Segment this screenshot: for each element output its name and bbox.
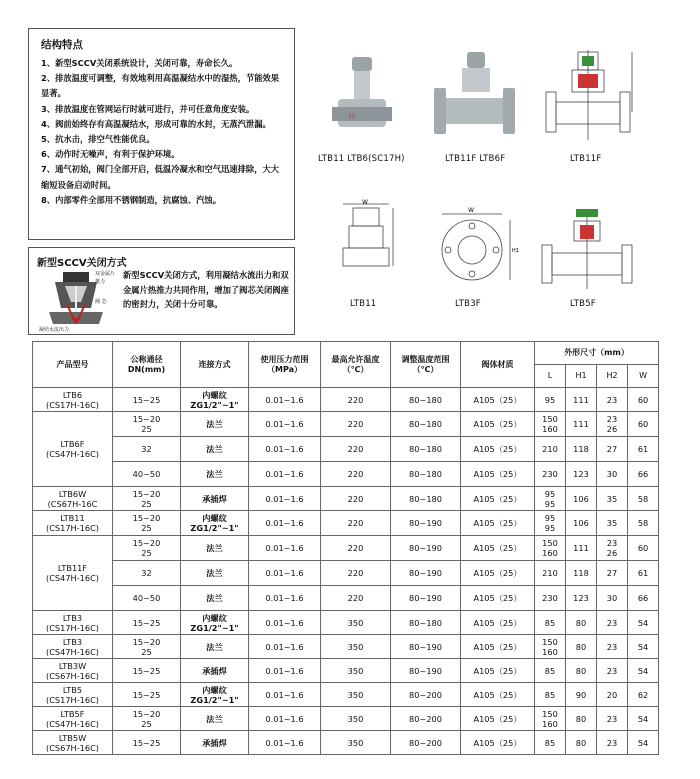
feature-item: 1、新型SCCV关闭系统设计，关闭可靠，寿命长久。 [41,58,238,68]
pressure-cell: 0.01~1.6 [249,731,321,755]
product-label: LTB11F LTB6F [445,154,506,164]
col-dimensions: 外形尺寸（mm） [535,342,659,365]
connection-cell: 法兰 [181,586,249,611]
model-cell: LTB6W (CS67H-16C [33,487,113,511]
w-cell: 60 [628,536,659,561]
table-row [33,437,659,462]
dn-cell: 15~20 25 [113,536,181,561]
product-label: LTB5F [570,299,596,309]
model-cell: LTB3 (CS47H-16C) [33,635,113,659]
dn-cell: 32 [113,437,181,462]
adj-temp-cell: 80~200 [391,731,461,755]
feature-item: 4、阀前始终存有高温凝结水，形成可靠的水封，无蒸汽泄漏。 [41,118,271,129]
max-temp-cell: 220 [321,388,391,412]
table-row [33,511,659,536]
model-cell: LTB5 (CS17H-16C) [33,683,113,707]
h1-cell: 123 [566,586,597,611]
feature-item: 5、抗水击，排空气性能优良。 [41,134,155,145]
dn-cell: 15~20 25 [113,635,181,659]
h1-cell: 111 [566,412,597,437]
feature-item: 6、动作时无噪声，有利于保护环境。 [41,149,180,160]
l-cell: 150 160 [535,412,566,437]
dim-w-label: W [468,207,474,214]
max-temp-cell: 220 [321,586,391,611]
max-temp-cell: 220 [321,462,391,487]
l-cell: 150 160 [535,536,566,561]
feature-item: 7、通气初始，阀门全部开启，低温冷凝水和空气迅速排除，大大缩短设备启动时间。 [41,164,280,190]
table-row [33,462,659,487]
material-cell: A105（25） [461,536,535,561]
col-w: W [628,365,659,388]
h2-cell: 35 [597,487,628,511]
sccv-panel [28,247,295,335]
model-cell: LTB3 (CS17H-16C) [33,611,113,635]
w-cell: 66 [628,462,659,487]
w-cell: 54 [628,635,659,659]
h1-cell: 106 [566,487,597,511]
l-cell: 85 [535,683,566,707]
dim-w-label: W [362,199,368,206]
dn-cell: 15~20 25 [113,412,181,437]
h2-cell: 23 26 [597,536,628,561]
pressure-cell: 0.01~1.6 [249,462,321,487]
h1-cell: 90 [566,683,597,707]
w-cell: 61 [628,437,659,462]
pressure-cell: 0.01~1.6 [249,561,321,586]
pressure-cell: 0.01~1.6 [249,707,321,731]
table-row [33,388,659,412]
l-cell: 230 [535,462,566,487]
adj-temp-cell: 80~200 [391,683,461,707]
ltb5f-drawing [538,205,638,290]
w-cell: 58 [628,487,659,511]
max-temp-cell: 350 [321,635,391,659]
adj-temp-cell: 80~190 [391,659,461,683]
col-connection: 连接方式 [181,342,249,388]
dn-cell: 15~20 25 [113,707,181,731]
h2-cell: 35 [597,511,628,536]
product-label: LTB11 [350,299,377,309]
ltb11-drawing [335,200,400,280]
diagram-label: 双金属片 [95,271,116,277]
l-cell: 210 [535,561,566,586]
h2-cell: 30 [597,462,628,487]
max-temp-cell: 220 [321,536,391,561]
material-cell: A105（25） [461,388,535,412]
max-temp-cell: 350 [321,707,391,731]
h2-cell: 20 [597,683,628,707]
adj-temp-cell: 80~180 [391,412,461,437]
max-temp-cell: 350 [321,683,391,707]
dn-cell: 15~25 [113,611,181,635]
connection-cell: 法兰 [181,437,249,462]
model-cell: LTB6F (CS47H-16C) [33,412,113,487]
table-row [33,611,659,635]
h1-cell: 118 [566,561,597,586]
diagram-label: 凝结水流出力 [39,327,70,333]
h1-cell: 80 [566,707,597,731]
pressure-cell: 0.01~1.6 [249,611,321,635]
model-cell: LTB5W (CS67H-16C) [33,731,113,755]
pressure-cell: 0.01~1.6 [249,683,321,707]
l-cell: 85 [535,659,566,683]
ltb11f-drawing [540,48,635,143]
material-cell: A105（25） [461,462,535,487]
connection-cell: 法兰 [181,707,249,731]
spec-table-body [33,388,659,755]
spec-table [32,341,659,755]
h2-cell: 23 [597,388,628,412]
h2-cell: 23 [597,707,628,731]
material-cell: A105（25） [461,683,535,707]
h2-cell: 30 [597,586,628,611]
l-cell: 95 95 [535,487,566,511]
ltb3f-drawing [432,208,517,286]
h1-cell: 80 [566,611,597,635]
pressure-cell: 0.01~1.6 [249,635,321,659]
col-h2: H2 [597,365,628,388]
h1-cell: 80 [566,731,597,755]
adj-temp-cell: 80~190 [391,536,461,561]
connection-cell: 承插焊 [181,731,249,755]
table-row [33,561,659,586]
col-pressure: 使用压力范围 （MPa） [249,342,321,388]
h1-cell: 80 [566,659,597,683]
adj-temp-cell: 80~200 [391,707,461,731]
adj-temp-cell: 80~180 [391,388,461,412]
w-cell: 54 [628,707,659,731]
material-cell: A105（25） [461,731,535,755]
connection-cell: 内螺纹 ZG1/2"~1" [181,683,249,707]
max-temp-cell: 350 [321,731,391,755]
table-row [33,412,659,437]
h1-cell: 111 [566,536,597,561]
adj-temp-cell: 80~190 [391,586,461,611]
w-cell: 66 [628,586,659,611]
adj-temp-cell: 80~190 [391,511,461,536]
col-material: 阀体材质 [461,342,535,388]
table-row [33,586,659,611]
l-cell: 85 [535,731,566,755]
h2-cell: 27 [597,561,628,586]
features-title: 结构特点 [41,39,83,51]
model-cell: LTB3W (CS67H-16C) [33,659,113,683]
w-cell: 60 [628,412,659,437]
w-cell: 58 [628,511,659,536]
table-row [33,487,659,511]
w-cell: 61 [628,561,659,586]
adj-temp-cell: 80~180 [391,462,461,487]
h1-cell: 111 [566,388,597,412]
col-model: 产品型号 [33,342,113,388]
max-temp-cell: 220 [321,412,391,437]
max-temp-cell: 350 [321,611,391,635]
w-cell: 54 [628,731,659,755]
adj-temp-cell: 80~180 [391,437,461,462]
col-max-temp: 最高允许温度 （℃） [321,342,391,388]
l-cell: 150 160 [535,635,566,659]
model-cell: LTB5F (CS47H-16C) [33,707,113,731]
table-row [33,635,659,659]
col-l: L [535,365,566,388]
model-cell: LTB6 (CS17H-16C) [33,388,113,412]
feature-item: 8、内部零件全部用不锈钢制造，抗腐蚀、汽蚀。 [41,194,222,205]
material-cell: A105（25） [461,487,535,511]
adj-temp-cell: 80~190 [391,561,461,586]
connection-cell: 承插焊 [181,659,249,683]
sccv-description: 新型SCCV关闭方式，利用凝结水流出力和双金属片热推力共同作用，增加了阀芯关闭阀座的密封力，关闭十分可靠。 [123,270,289,309]
connection-cell: 法兰 [181,635,249,659]
w-cell: 60 [628,388,659,412]
l-cell: 95 [535,388,566,412]
pressure-cell: 0.01~1.6 [249,388,321,412]
table-row [33,659,659,683]
dn-cell: 32 [113,561,181,586]
product-label: LTB3F [455,299,481,309]
connection-cell: 法兰 [181,536,249,561]
l-cell: 210 [535,437,566,462]
material-cell: A105（25） [461,659,535,683]
h2-cell: 23 [597,731,628,755]
pressure-cell: 0.01~1.6 [249,659,321,683]
h1-cell: 123 [566,462,597,487]
material-cell: A105（25） [461,412,535,437]
table-row [33,731,659,755]
max-temp-cell: 220 [321,511,391,536]
l-cell: 85 [535,611,566,635]
dn-cell: 15~25 [113,659,181,683]
pressure-cell: 0.01~1.6 [249,511,321,536]
features-panel [28,28,295,240]
h2-cell: 23 26 [597,412,628,437]
adj-temp-cell: 80~180 [391,611,461,635]
h1-cell: 118 [566,437,597,462]
h2-cell: 23 [597,635,628,659]
diagram-label: 推力 [95,279,106,285]
h2-cell: 23 [597,659,628,683]
connection-cell: 承插焊 [181,487,249,511]
model-cell: LTB11F (CS47H-16C) [33,536,113,611]
max-temp-cell: 350 [321,659,391,683]
table-row [33,536,659,561]
dn-cell: 15~25 [113,731,181,755]
dn-cell: 15~20 25 [113,511,181,536]
w-cell: 62 [628,683,659,707]
h1-cell: 80 [566,635,597,659]
material-cell: A105（25） [461,635,535,659]
connection-cell: 法兰 [181,462,249,487]
adj-temp-cell: 80~180 [391,487,461,511]
sccv-title: 新型SCCV关闭方式 [37,258,127,269]
table-row [33,683,659,707]
connection-cell: 法兰 [181,412,249,437]
feature-item: 2、排放温度可调整，有效地利用高温凝结水中的湿热，节能效果显著。 [41,73,280,99]
pressure-cell: 0.01~1.6 [249,437,321,462]
diagram-label: 阀 芯 [95,299,107,305]
l-cell: 95 95 [535,511,566,536]
ltb11-photo [330,55,395,140]
connection-cell: 内螺纹 ZG1/2"~1" [181,388,249,412]
material-cell: A105（25） [461,437,535,462]
l-cell: 230 [535,586,566,611]
col-dn: 公称通径 DN(mm) [113,342,181,388]
feature-item: 3、排放温度在管网运行时就可进行，并可任意角度安装。 [41,103,255,114]
pressure-cell: 0.01~1.6 [249,586,321,611]
material-cell: A105（25） [461,586,535,611]
pressure-cell: 0.01~1.6 [249,412,321,437]
material-cell: A105（25） [461,707,535,731]
dim-h1-label: H1 [512,248,519,254]
l-cell: 150 160 [535,707,566,731]
table-row [33,707,659,731]
dn-cell: 40~50 [113,586,181,611]
connection-cell: 内螺纹 ZG1/2"~1" [181,511,249,536]
col-adj-temp: 调整温度范围 （℃） [391,342,461,388]
pressure-cell: 0.01~1.6 [249,487,321,511]
material-cell: A105（25） [461,611,535,635]
dn-cell: 15~25 [113,388,181,412]
max-temp-cell: 220 [321,437,391,462]
col-h1: H1 [566,365,597,388]
material-cell: A105（25） [461,561,535,586]
h1-cell: 106 [566,511,597,536]
svg-text:25: 25 [348,113,356,120]
connection-cell: 内螺纹 ZG1/2"~1" [181,611,249,635]
pressure-cell: 0.01~1.6 [249,536,321,561]
h2-cell: 27 [597,437,628,462]
product-label: LTB11 LTB6(SC17H) [318,154,405,164]
max-temp-cell: 220 [321,487,391,511]
ltb6f-photo [432,50,517,140]
dn-cell: 40~50 [113,462,181,487]
dn-cell: 15~20 25 [113,487,181,511]
max-temp-cell: 220 [321,561,391,586]
w-cell: 54 [628,611,659,635]
product-label: LTB11F [570,154,602,164]
material-cell: A105（25） [461,511,535,536]
w-cell: 54 [628,659,659,683]
h2-cell: 23 [597,611,628,635]
adj-temp-cell: 80~190 [391,635,461,659]
model-cell: LTB11 (CS17H-16C) [33,511,113,536]
dn-cell: 15~25 [113,683,181,707]
connection-cell: 法兰 [181,561,249,586]
